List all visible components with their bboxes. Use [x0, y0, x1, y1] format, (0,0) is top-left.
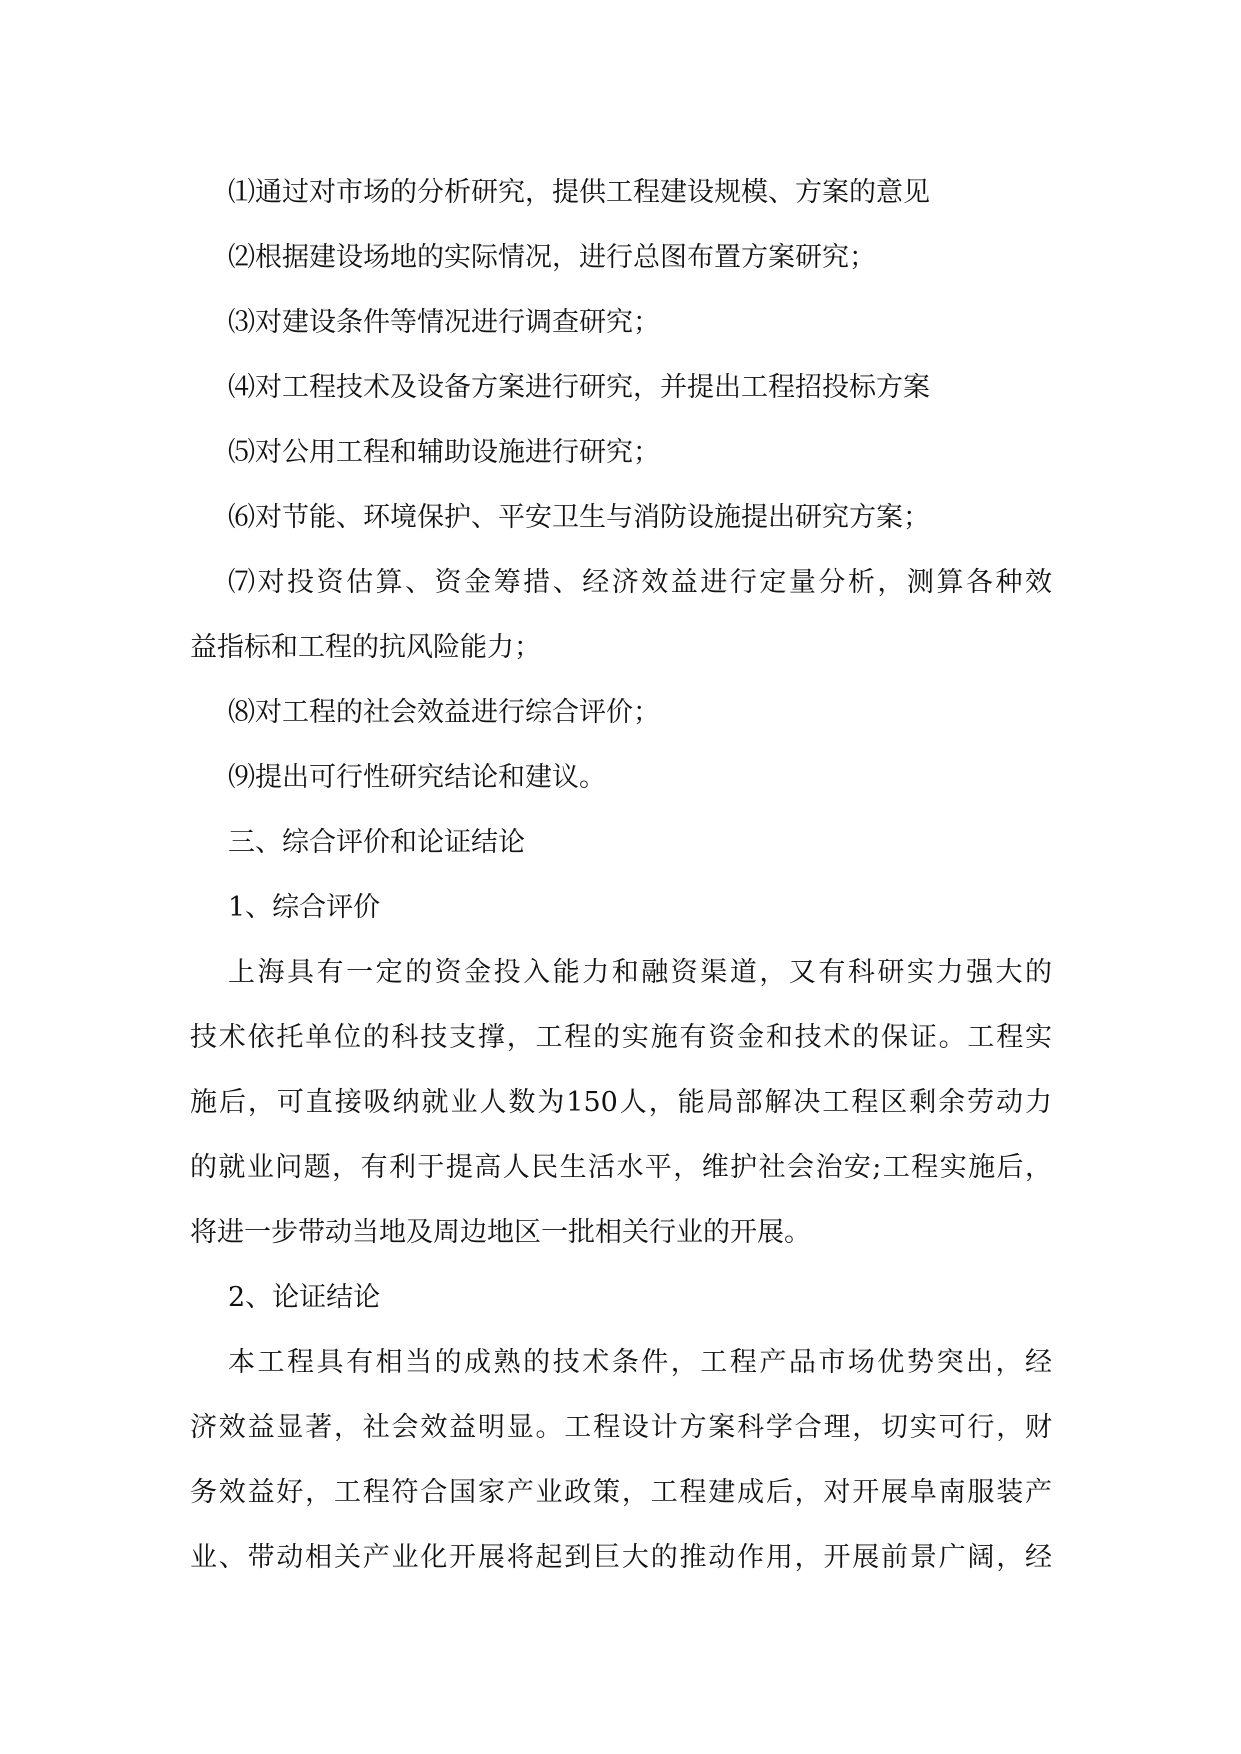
paragraph-line: 济效益显著，社会效益明显。工程设计方案科学合理，切实可行，财	[190, 1412, 1052, 1443]
list-item-3: ⑶对建设条件等情况进行调查研究；	[228, 307, 660, 338]
document-body	[190, 160, 1052, 1590]
paragraph-line: 技术依托单位的科技支撑，工程的实施有资金和技术的保证。工程实	[190, 1022, 1052, 1053]
list-item-5: ⑸对公用工程和辅助设施进行研究；	[228, 437, 660, 468]
paragraph-line: 施后，可直接吸纳就业人数为150人，能局部解决工程区剩余劳动力	[190, 1087, 1052, 1118]
section-heading: 三、综合评价和论证结论	[228, 827, 525, 858]
list-item-4: ⑷对工程技术及设备方案进行研究，并提出工程招投标方案	[228, 372, 930, 403]
list-item-6: ⑹对节能、环境保护、平安卫生与消防设施提出研究方案；	[228, 502, 930, 533]
list-item-9: ⑼提出可行性研究结论和建议。	[228, 762, 606, 793]
list-item-7-continued: 益指标和工程的抗风险能力；	[190, 632, 541, 663]
paragraph-line: 将进一步带动当地及周边地区一批相关行业的开展。	[190, 1217, 811, 1248]
subsection-heading-2: 2、论证结论	[228, 1282, 381, 1313]
paragraph-line: 上海具有一定的资金投入能力和融资渠道，又有科研实力强大的	[228, 957, 1052, 988]
paragraph-line: 业、带动相关产业化开展将起到巨大的推动作用，开展前景广阔，经	[190, 1542, 1052, 1573]
paragraph-line: 务效益好，工程符合国家产业政策，工程建成后，对开展阜南服装产	[190, 1477, 1052, 1508]
list-item-8: ⑻对工程的社会效益进行综合评价；	[228, 697, 660, 728]
list-item-2: ⑵根据建设场地的实际情况，进行总图布置方案研究；	[228, 242, 876, 273]
list-item-7: ⑺对投资估算、资金筹措、经济效益进行定量分析，测算各种效	[228, 567, 1052, 598]
paragraph-line: 本工程具有相当的成熟的技术条件，工程产品市场优势突出，经	[228, 1347, 1052, 1378]
subsection-heading-1: 1、综合评价	[228, 892, 381, 923]
list-item-1: ⑴通过对市场的分析研究，提供工程建设规模、方案的意见	[228, 177, 930, 208]
paragraph-line: 的就业问题，有利于提高人民生活水平，维护社会治安;工程实施后，	[190, 1152, 1052, 1183]
